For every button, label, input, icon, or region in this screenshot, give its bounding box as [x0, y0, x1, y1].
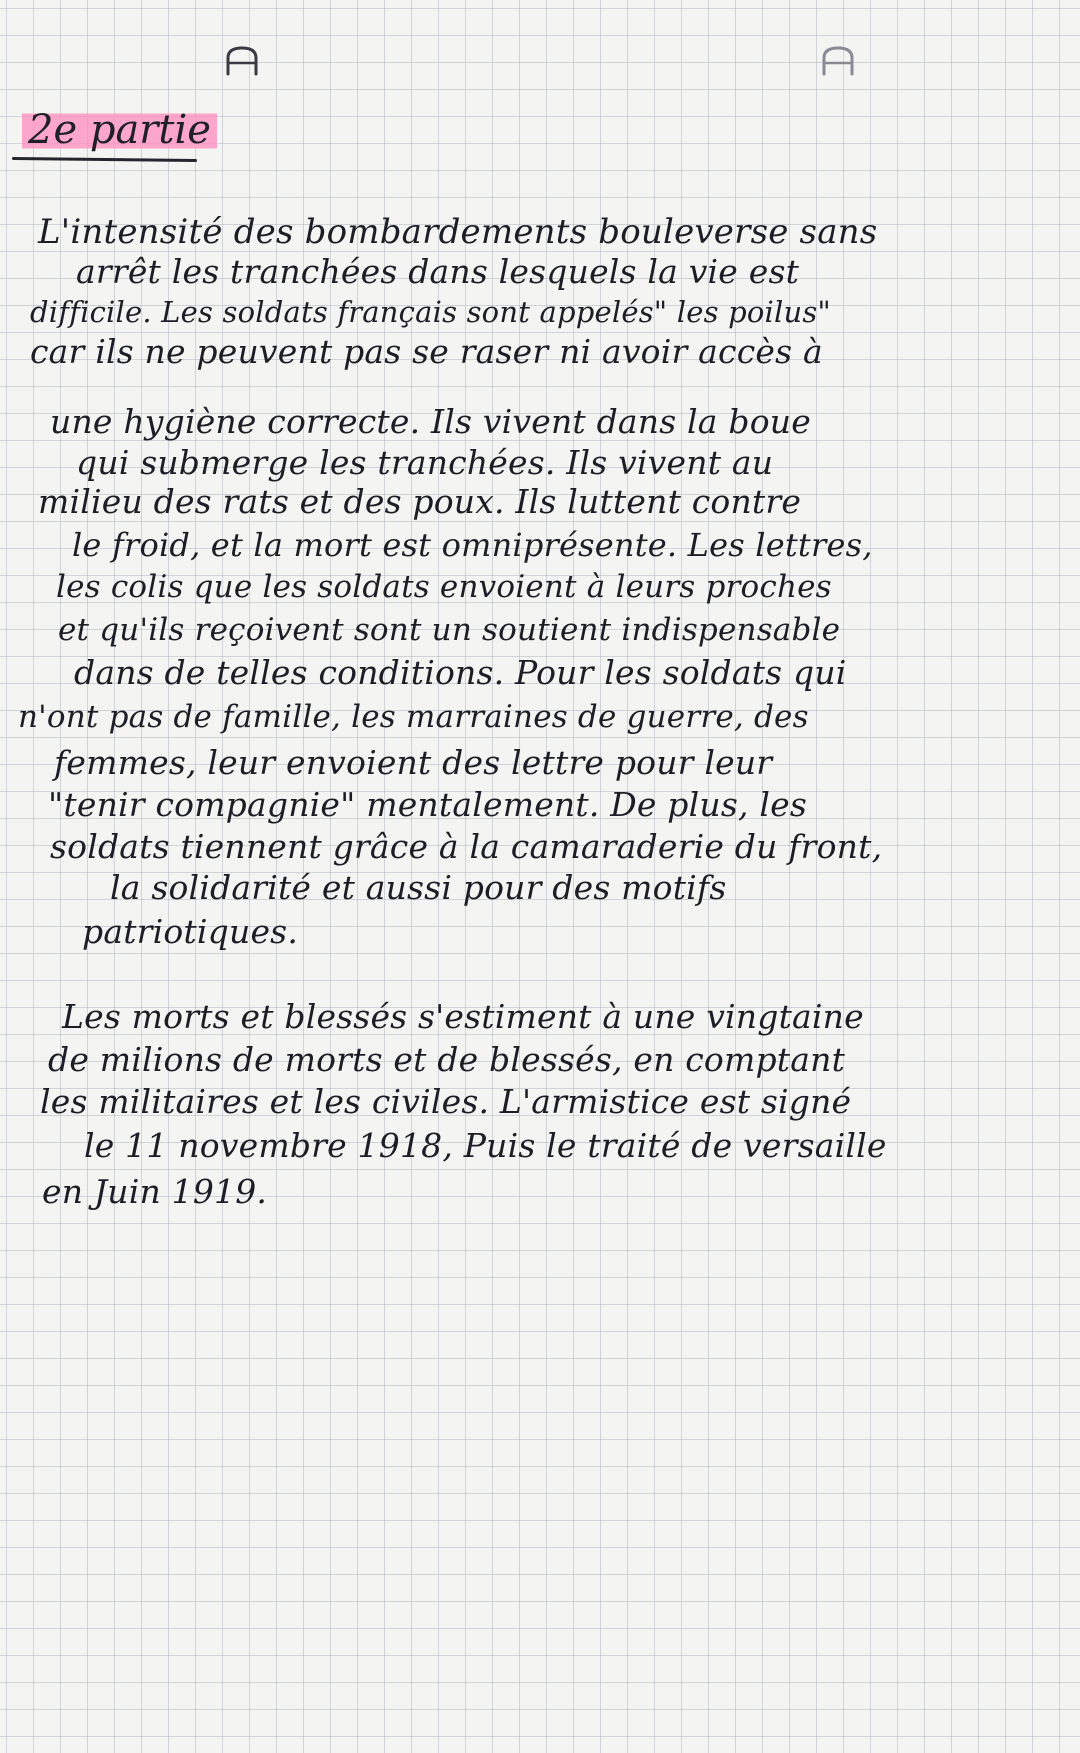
text-line: "tenir compagnie" mentalement. De plus, les — [48, 785, 807, 824]
heading-underline — [12, 157, 197, 162]
binder-hole-icon — [222, 44, 262, 80]
text-line: arrêt les tranchées dans lesquels la vie est — [76, 252, 800, 291]
text-line: dans de telles conditions. Pour les soldats qui — [74, 653, 847, 692]
text-line: en Juin 1919. — [42, 1172, 268, 1211]
text-line: le 11 novembre 1918, Puis le traité de versaille — [84, 1126, 887, 1165]
text-line: patriotiques. — [82, 912, 299, 951]
text-line: de milions de morts et de blessés, en comptant — [48, 1040, 846, 1079]
text-line: Les morts et blessés s'estiment à une vingtaine — [62, 997, 864, 1036]
text-line: et qu'ils reçoivent sont un soutient indispensable — [58, 612, 841, 648]
text-line: qui submerge les tranchées. Ils vivent au — [76, 443, 774, 482]
section-heading-text: 2e partie — [22, 104, 217, 156]
text-line: soldats tiennent grâce à la camaraderie du front, — [50, 827, 883, 866]
text-line: les colis que les soldats envoient à leurs proches — [56, 569, 832, 605]
text-line: milieu des rats et des poux. Ils luttent contre — [38, 482, 802, 521]
text-line: les militaires et les civiles. L'armistice est signé — [40, 1082, 852, 1121]
text-line: difficile. Les soldats français sont appelés" les poilus" — [30, 295, 831, 329]
text-line: une hygiène correcte. Ils vivent dans la boue — [50, 402, 811, 441]
binder-hole-icon — [818, 44, 858, 80]
text-line: la solidarité et aussi pour des motifs — [110, 868, 727, 907]
text-line: L'intensité des bombardements bouleverse sans — [38, 212, 878, 252]
text-line: femmes, leur envoient des lettre pour leur — [54, 743, 773, 782]
section-heading — [12, 96, 211, 168]
text-line: car ils ne peuvent pas se raser ni avoir accès à — [30, 332, 823, 371]
text-line: n'ont pas de famille, les marraines de guerre, des — [18, 699, 809, 735]
text-line: le froid, et la mort est omniprésente. Les lettres, — [72, 526, 873, 564]
